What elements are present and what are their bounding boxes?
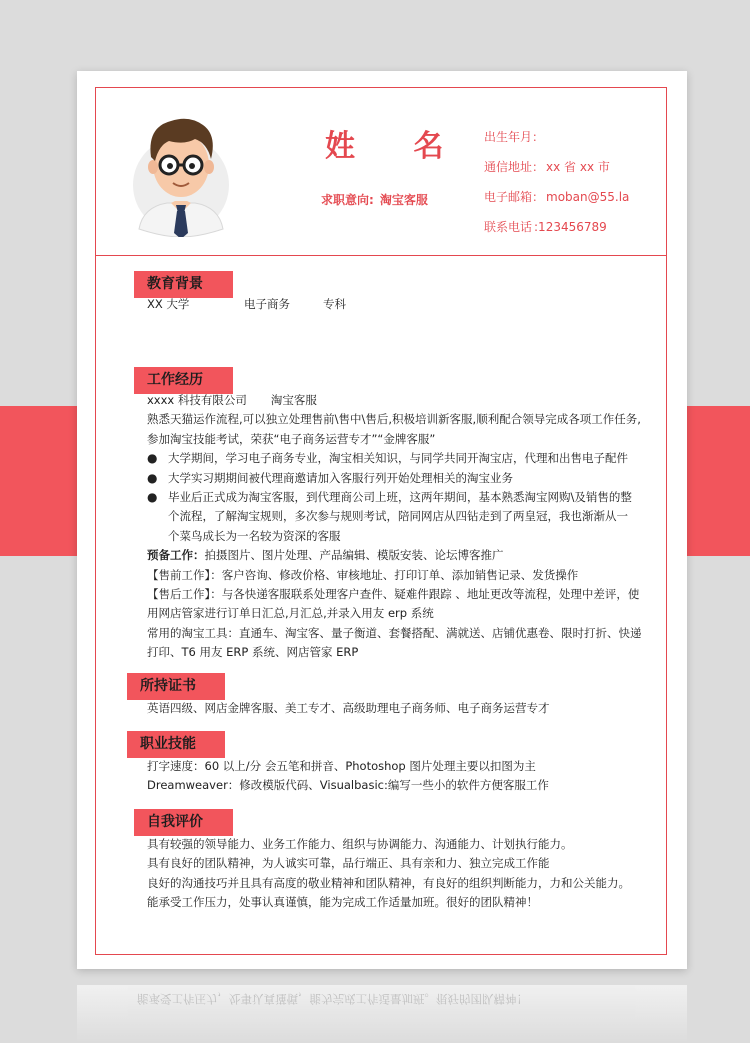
section-title-work: 工作经历 <box>134 367 233 394</box>
resume-page <box>77 71 687 969</box>
contact-address <box>484 152 629 182</box>
work-tools-line-1: 常用的淘宝工具：直通车、淘宝客、量子衡道、套餐搭配、满就送、店铺优惠卷、限时打折、快递 <box>147 625 642 640</box>
contact-email <box>484 182 629 212</box>
skills-line-1: 打字速度：60 以上/分 会五笔和拼音、Photoshop 图片处理主要以扣图为主 <box>147 759 536 773</box>
work-presale <box>147 546 642 565</box>
work-pre-label: 【售前工作】： <box>147 567 222 582</box>
work-content <box>147 391 642 663</box>
header-divider <box>96 255 666 256</box>
bullet-dot-icon: ● <box>147 470 158 485</box>
contact-phone <box>484 212 629 242</box>
contact-email-value: moban@55.la <box>546 190 630 204</box>
work-bullet <box>147 488 642 546</box>
self-eval-line: 具有良好的团队精神，为人诚实可靠，品行端正、具有亲和力、独立完成工作能 <box>147 856 550 871</box>
work-tools-line-2: 打印、T6 用友 ERP 系统、网店管家 ERP <box>147 645 359 660</box>
contact-birth-label: 出生年月： <box>484 130 545 144</box>
education-degree: 专科 <box>323 297 346 311</box>
certs-text: 英语四级、网店金牌客服、美工专才、高级助理电子商务师、电子商务运营专才 <box>147 701 550 715</box>
work-after-label: 【售后工作】： <box>147 587 222 602</box>
work-pre <box>147 566 642 585</box>
work-bullet <box>147 449 642 468</box>
avatar <box>129 107 233 237</box>
contact-address-label: 通信地址： <box>484 160 545 174</box>
contact-info <box>484 122 629 242</box>
work-after-line-2: 用网店管家进行订单日汇总,月汇总,并录入用友 erp 系统 <box>147 606 434 621</box>
page-reflection <box>77 985 687 1043</box>
contact-address-value: xx 省 xx 市 <box>546 160 610 174</box>
contact-birth <box>484 122 629 152</box>
section-title-self-eval: 自我评价 <box>134 809 233 836</box>
self-eval-line: 具有较强的领导能力、业务工作能力、组织与协调能力、沟通能力、计划执行能力。 <box>147 837 573 851</box>
work-bullet-text: 毕业后正式成为淘宝客服，到代理商公司上班，这两年期间，基本熟悉淘宝网购\及销售的整个流程，了解淘宝规则，多次参与规则考试，陪同网店从四钻走到了两皇冠，我也渐渐从一个菜鸟成长为一名较为资深的客服 <box>168 490 632 543</box>
work-company: xxxx 科技有限公司 <box>147 393 247 407</box>
candidate-name: 姓 名 <box>325 129 468 164</box>
work-presale-label: 预备工作： <box>147 548 205 563</box>
contact-email-label: 电子邮箱： <box>484 190 545 204</box>
work-pre-text: 客户咨询、修改价格、审核地址、打印订单、添加销售记录、发货操作 <box>221 567 579 582</box>
job-intent <box>321 191 428 208</box>
education-row <box>147 295 346 314</box>
work-summary-line-2: 参加淘宝技能考试，荣获“电子商务运营专才”“金牌客服” <box>147 431 436 446</box>
job-intent-label: 求职意向: <box>321 193 374 207</box>
work-summary-line-1: 熟悉天猫运作流程,可以独立处理售前\售中\售后,积极培训新客服,顺利配合领导完成各项工作任务, <box>147 412 641 427</box>
reflection-text: 能承受工作压力，处事认真谨慎，能为完成工作适量加班。很好的团队精神！ <box>137 992 528 1006</box>
work-company-row <box>147 391 642 410</box>
job-intent-value: 淘宝客服 <box>379 193 428 207</box>
contact-phone-label: 联系电话 <box>484 220 533 234</box>
section-title-education: 教育背景 <box>134 271 233 298</box>
bullet-dot-icon: ● <box>147 451 158 466</box>
self-eval-line: 能承受工作压力，处事认真谨慎，能为完成工作适量加班。很好的团队精神！ <box>147 895 538 910</box>
education-school: XX 大学 <box>147 297 190 311</box>
work-after <box>147 585 642 604</box>
skills-content <box>147 757 549 796</box>
work-bullet <box>147 469 642 488</box>
work-after-text: 与各快递客服联系处理客户查件、疑难件跟踪 、地址更改等流程，处理中差评，使 <box>221 587 640 602</box>
self-eval-content <box>147 835 630 913</box>
work-bullet-text: 大学期间，学习电子商务专业，淘宝相关知识，与同学共同开淘宝店，代理和出售电子配件 <box>168 451 628 466</box>
work-bullet-text: 大学实习期期间被代理商邀请加入客服行列开始处理相关的淘宝业务 <box>168 470 513 485</box>
work-presale-text: 拍摄图片、图片处理、产品编辑、模版安装、论坛博客推广 <box>204 548 504 563</box>
work-position: 淘宝客服 <box>270 393 317 407</box>
section-title-certs: 所持证书 <box>127 673 225 700</box>
contact-phone-value: :123456789 <box>534 220 607 234</box>
education-major: 电子商务 <box>244 297 290 311</box>
skills-line-2: Dreamweaver：修改模版代码、Visualbasic:编写一些小的软件方便客服工作 <box>147 778 549 793</box>
section-title-skills: 职业技能 <box>127 731 225 758</box>
bullet-dot-icon: ● <box>147 490 158 505</box>
self-eval-line: 良好的沟通技巧并且具有高度的敬业精神和团队精神，有良好的组织判断能力，力和公关能力。 <box>147 875 630 890</box>
